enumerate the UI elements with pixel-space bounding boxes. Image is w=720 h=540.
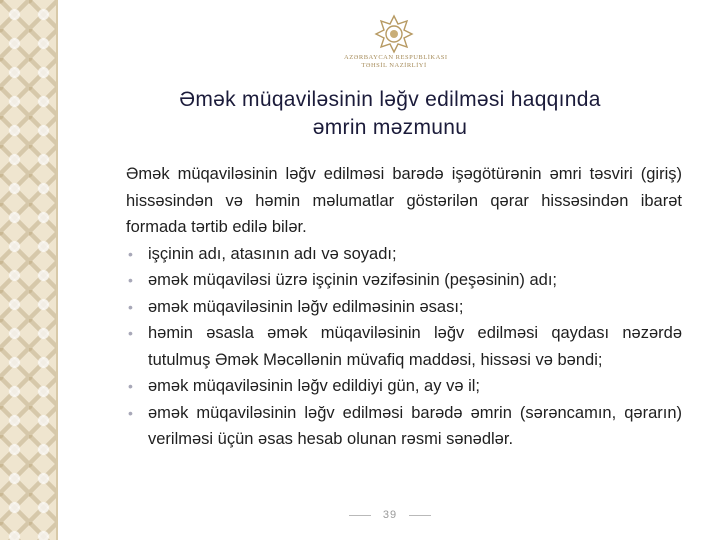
slide-body <box>126 161 682 453</box>
bullet-icon: • <box>128 404 133 421</box>
decorative-ornament-border <box>0 0 58 540</box>
logo-text-line2: TƏHSİL NAZİRLİYİ <box>361 62 427 69</box>
list-item <box>126 320 682 373</box>
page-number: 39 <box>382 509 398 521</box>
list-item-text: işçinin adı, atasının adı və soyadı; <box>148 244 397 263</box>
bullet-icon: • <box>128 378 133 394</box>
bullet-icon: • <box>128 298 133 315</box>
bullet-icon: • <box>128 325 133 341</box>
bullet-list <box>126 241 682 453</box>
bullet-icon: • <box>128 245 133 262</box>
footer-rule-left <box>349 515 371 516</box>
intro-paragraph: Əmək müqaviləsinin ləğv edilməsi barədə işəgötürənin əmri təsviri (giriş) hissəsindən və həmin məlumatlar göstərilən qərar hissəsindən ibarət formada tərtib edilə bilər. <box>126 165 682 236</box>
logo-text-line1: AZƏRBAYCAN RESPUBLİKASI <box>344 54 448 61</box>
list-item <box>126 241 682 268</box>
slide-title <box>120 86 660 142</box>
title-line-1: Əmək müqaviləsinin ləğv edilməsi haqqında <box>179 88 601 111</box>
list-item-text: əmək müqaviləsinin ləğv edildiyi gün, ay və il; <box>148 377 480 395</box>
footer-rule-right <box>409 515 431 516</box>
list-item-text: həmin əsasla əmək müqaviləsinin ləğv edilməsi qaydası nəzərdə tutulmuş Əmək Məcəllənin müvafiq maddəsi, hissəsi və bəndi; <box>148 324 682 369</box>
ornate-emblem-icon <box>374 14 414 54</box>
list-item-text: əmək müqaviləsinin ləğv edilməsi barədə əmrin (sərəncamın, qərarın) verilməsi üçün əsas hesab olunan rəsmi sənədlər. <box>148 403 682 448</box>
list-item-text: əmək müqaviləsinin ləğv edilməsinin əsası; <box>148 297 464 316</box>
list-item-text: əmək müqaviləsi üzrə işçinin vəzifəsinin (peşəsinin) adı; <box>148 271 558 289</box>
list-item <box>126 267 682 294</box>
page-footer <box>340 507 440 523</box>
bullet-icon: • <box>128 272 133 288</box>
title-line-2: əmrin məzmunu <box>312 116 468 139</box>
list-item <box>126 294 682 321</box>
list-item <box>126 373 682 400</box>
list-item <box>126 400 682 453</box>
ministry-logo <box>344 14 448 74</box>
